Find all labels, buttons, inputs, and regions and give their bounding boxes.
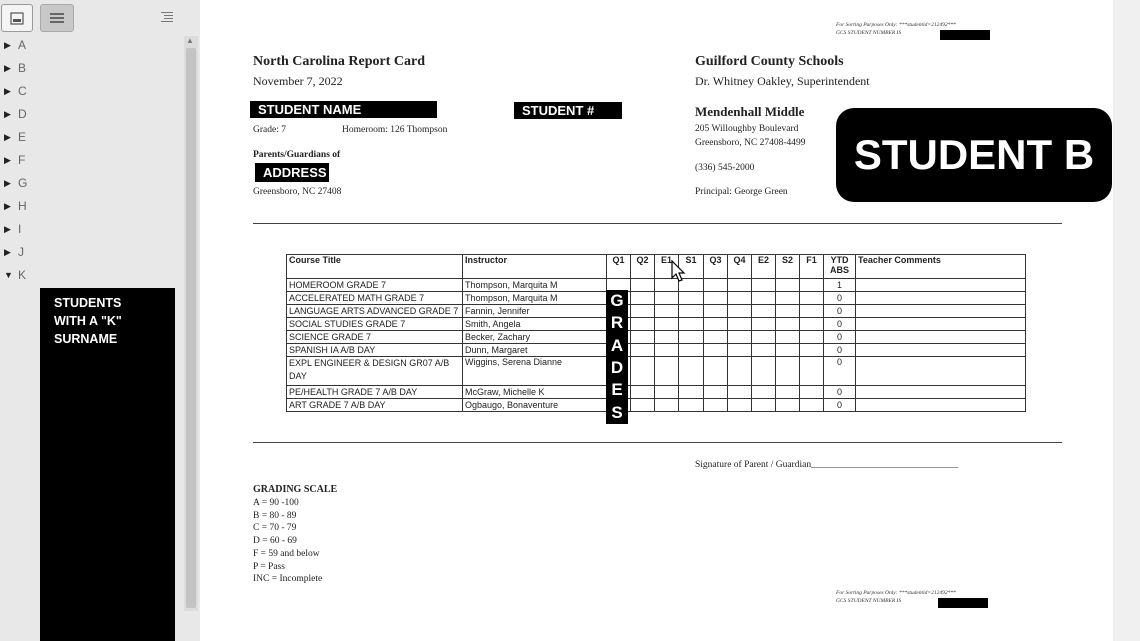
table-cell xyxy=(655,386,679,399)
table-cell xyxy=(679,331,704,344)
table-cell xyxy=(631,399,655,412)
table-cell xyxy=(655,331,679,344)
table-cell xyxy=(679,386,704,399)
table-cell: PE/HEALTH GRADE 7 A/B DAY xyxy=(287,386,463,399)
school-address-line2: Greensboro, NC 27408-4499 xyxy=(695,138,806,148)
mouse-cursor-icon xyxy=(671,260,687,284)
scroll-thumb[interactable] xyxy=(186,48,196,608)
table-cell xyxy=(631,318,655,331)
table-cell xyxy=(752,318,776,331)
table-cell xyxy=(655,305,679,318)
table-cell xyxy=(704,399,728,412)
table-cell xyxy=(631,331,655,344)
table-cell: 0 xyxy=(824,357,856,386)
table-cell xyxy=(704,305,728,318)
outline-item-label: H xyxy=(18,199,27,213)
report-date: November 7, 2022 xyxy=(253,74,343,88)
report-title: North Carolina Report Card xyxy=(253,54,426,69)
grading-scale-item: C = 70 - 79 xyxy=(253,523,297,534)
grading-scale-item: B = 80 - 89 xyxy=(253,510,297,521)
outline-item-label: G xyxy=(18,176,28,190)
table-row xyxy=(287,305,1026,318)
table-cell xyxy=(776,386,800,399)
table-cell xyxy=(800,331,824,344)
redaction-bar xyxy=(938,598,988,608)
grading-scale-item: D = 60 - 69 xyxy=(253,536,297,547)
k-surname-note xyxy=(40,288,175,641)
table-cell xyxy=(856,399,1026,412)
table-cell xyxy=(800,399,824,412)
table-cell: HOMEROOM GRADE 7 xyxy=(287,279,463,292)
outline-item-label: K xyxy=(18,268,27,282)
table-cell xyxy=(655,399,679,412)
student-number-redaction: STUDENT # xyxy=(514,102,622,119)
student-b-label: STUDENT B xyxy=(836,108,1112,202)
outline-item-label: I xyxy=(18,222,22,236)
table-cell xyxy=(752,386,776,399)
address-redaction: ADDRESS xyxy=(255,163,329,182)
outline-item-label: J xyxy=(18,245,24,259)
outline-item[interactable] xyxy=(4,243,24,261)
table-row xyxy=(287,331,1026,344)
principal: Principal: George Green xyxy=(695,187,788,197)
collapsed-triangle-icon[interactable]: ▶ xyxy=(4,246,11,257)
table-cell xyxy=(631,292,655,305)
column-header: Course Title xyxy=(287,255,463,279)
grading-scale-item: A = 90 -100 xyxy=(253,498,299,508)
grades-redaction xyxy=(606,290,628,424)
report-card-page xyxy=(200,0,1113,641)
sorting-note-top xyxy=(836,21,956,37)
outline-options-button[interactable] xyxy=(156,4,178,32)
outline-item-label: C xyxy=(18,84,27,98)
table-header-row xyxy=(287,255,1026,279)
table-cell xyxy=(856,305,1026,318)
table-cell: Thompson, Marquita M xyxy=(463,279,607,292)
grades-letter: E xyxy=(611,380,623,400)
table-cell xyxy=(752,331,776,344)
table-cell: EXPL ENGINEER & DESIGN GR07 A/B DAY xyxy=(287,357,463,386)
table-cell xyxy=(856,279,1026,292)
outline-item[interactable] xyxy=(4,197,27,215)
table-cell xyxy=(856,292,1026,305)
table-cell: Ogbaugo, Bonaventure xyxy=(463,399,607,412)
k-note-line: STUDENTS xyxy=(54,296,122,310)
table-cell xyxy=(776,357,800,386)
table-cell: LANGUAGE ARTS ADVANCED GRADE 7 xyxy=(287,305,463,318)
table-cell xyxy=(856,318,1026,331)
table-cell xyxy=(679,318,704,331)
table-cell xyxy=(800,386,824,399)
table-cell: 0 xyxy=(824,305,856,318)
grades-letter: R xyxy=(610,313,624,333)
grading-scale-item: F = 59 and below xyxy=(253,548,320,559)
table-cell xyxy=(752,399,776,412)
image-icon xyxy=(2,5,32,31)
outline-item[interactable] xyxy=(4,59,26,77)
table-cell xyxy=(631,279,655,292)
grading-scale-item: P = Pass xyxy=(253,561,285,572)
table-cell xyxy=(856,386,1026,399)
table-row xyxy=(287,344,1026,357)
table-cell xyxy=(728,399,752,412)
collapsed-triangle-icon[interactable]: ▶ xyxy=(4,177,11,188)
table-cell: 0 xyxy=(824,344,856,357)
grades-letter: G xyxy=(610,291,624,311)
table-cell: SPANISH IA A/B DAY xyxy=(287,344,463,357)
table-cell xyxy=(704,386,728,399)
table-cell xyxy=(655,357,679,386)
grades-letter: S xyxy=(611,402,623,422)
grading-scale-item: INC = Incomplete xyxy=(253,574,323,585)
table-cell xyxy=(728,318,752,331)
table-cell xyxy=(800,357,824,386)
table-cell xyxy=(776,331,800,344)
list-icon xyxy=(41,5,73,31)
collapsed-triangle-icon[interactable]: ▶ xyxy=(4,200,11,211)
grades-letter: D xyxy=(610,358,624,378)
table-cell xyxy=(752,292,776,305)
table-cell xyxy=(776,279,800,292)
k-note-line: SURNAME xyxy=(54,332,118,346)
collapsed-triangle-icon[interactable]: ▶ xyxy=(4,154,11,165)
collapsed-triangle-icon[interactable]: ▶ xyxy=(4,62,11,73)
student-city: Greensboro, NC 27408 xyxy=(253,187,342,197)
outline-item[interactable] xyxy=(4,151,25,169)
outline-item-label: A xyxy=(18,38,27,52)
table-cell xyxy=(704,344,728,357)
table-cell xyxy=(728,279,752,292)
table-cell xyxy=(728,344,752,357)
outline-item[interactable] xyxy=(4,82,27,100)
table-cell: 0 xyxy=(824,292,856,305)
table-cell xyxy=(776,292,800,305)
table-cell: ACCELERATED MATH GRADE 7 xyxy=(287,292,463,305)
parents-label: Parents/Guardians of xyxy=(253,150,341,160)
column-header: Q1 xyxy=(607,255,631,279)
table-cell xyxy=(856,344,1026,357)
table-cell xyxy=(752,279,776,292)
signature-line: Signature of Parent / Guardian_______________________________ xyxy=(695,460,959,470)
grade-level: Grade: 7 xyxy=(253,125,286,135)
column-header: Q2 xyxy=(631,255,655,279)
table-cell xyxy=(776,305,800,318)
column-header: Instructor xyxy=(463,255,607,279)
table-cell xyxy=(856,357,1026,386)
table-cell: Becker, Zachary xyxy=(463,331,607,344)
table-cell xyxy=(655,318,679,331)
outline-item-label: D xyxy=(18,107,27,121)
table-cell xyxy=(631,386,655,399)
outline-item[interactable] xyxy=(4,128,26,146)
table-cell xyxy=(704,331,728,344)
column-header: E1 xyxy=(655,255,679,279)
table-cell: ART GRADE 7 A/B DAY xyxy=(287,399,463,412)
outline-item-label: B xyxy=(18,61,27,75)
grades-letter: A xyxy=(610,335,624,355)
table-cell: 0 xyxy=(824,318,856,331)
table-cell xyxy=(704,318,728,331)
table-cell xyxy=(728,292,752,305)
collapsed-triangle-icon[interactable]: ▶ xyxy=(4,39,11,50)
outline-item-label: E xyxy=(18,130,27,144)
table-cell: Smith, Angela xyxy=(463,318,607,331)
table-row xyxy=(287,318,1026,331)
table-cell xyxy=(679,305,704,318)
column-header: Teacher Comments xyxy=(856,255,1026,279)
table-row xyxy=(287,399,1026,412)
collapsed-triangle-icon[interactable]: ▶ xyxy=(4,131,11,142)
outline-view-button[interactable] xyxy=(40,4,74,32)
table-cell: 0 xyxy=(824,386,856,399)
collapsed-triangle-icon[interactable]: ▶ xyxy=(4,85,11,96)
scroll-up-arrow-icon[interactable]: ▲ xyxy=(186,36,194,45)
outline-item[interactable] xyxy=(4,105,27,123)
divider-line xyxy=(253,223,1062,224)
redaction-bar xyxy=(940,30,990,40)
outline-item-label: F xyxy=(18,153,26,167)
table-cell: Wiggins, Serena Dianne xyxy=(463,357,607,386)
table-cell xyxy=(728,331,752,344)
table-cell xyxy=(776,399,800,412)
collapsed-triangle-icon[interactable]: ▶ xyxy=(4,223,11,234)
table-cell: Thompson, Marquita M xyxy=(463,292,607,305)
column-header: E2 xyxy=(752,255,776,279)
table-cell xyxy=(704,292,728,305)
table-cell xyxy=(728,305,752,318)
table-cell xyxy=(800,305,824,318)
table-row xyxy=(287,357,1026,386)
table-cell: SOCIAL STUDIES GRADE 7 xyxy=(287,318,463,331)
sorting-note-line: GCS STUDENT NUMBER IS xyxy=(836,598,902,604)
k-note-line: WITH A "K" xyxy=(54,314,122,328)
superintendent: Dr. Whitney Oakley, Superintendent xyxy=(695,74,870,88)
student-name-redaction: STUDENT NAME xyxy=(250,101,437,118)
table-cell xyxy=(704,357,728,386)
table-cell xyxy=(800,292,824,305)
table-cell: McGraw, Michelle K xyxy=(463,386,607,399)
table-row xyxy=(287,386,1026,399)
table-cell xyxy=(752,344,776,357)
table-cell xyxy=(752,357,776,386)
table-cell xyxy=(776,344,800,357)
table-cell xyxy=(655,292,679,305)
outline-item[interactable] xyxy=(4,266,26,284)
column-header: F1 xyxy=(800,255,824,279)
district-name: Guilford County Schools xyxy=(695,54,844,69)
table-cell: SCIENCE GRADE 7 xyxy=(287,331,463,344)
table-cell xyxy=(631,344,655,357)
table-cell xyxy=(800,318,824,331)
outline-item[interactable] xyxy=(4,174,27,192)
sorting-note-line: GCS STUDENT NUMBER IS xyxy=(836,30,902,36)
grading-scale-list xyxy=(253,497,322,586)
table-cell xyxy=(728,386,752,399)
table-cell: 0 xyxy=(824,399,856,412)
grades-table xyxy=(286,254,1026,412)
table-cell: Fannin, Jennifer xyxy=(463,305,607,318)
table-cell xyxy=(655,344,679,357)
school-name: Mendenhall Middle xyxy=(695,104,805,119)
table-cell xyxy=(631,357,655,386)
table-cell xyxy=(856,331,1026,344)
viewer-background xyxy=(1113,0,1140,641)
school-address-line1: 205 Willoughby Boulevard xyxy=(695,124,799,134)
table-cell: Dunn, Margaret xyxy=(463,344,607,357)
table-cell xyxy=(800,344,824,357)
table-cell xyxy=(679,344,704,357)
table-cell xyxy=(704,279,728,292)
grading-scale-title: GRADING SCALE xyxy=(253,484,338,495)
collapsed-triangle-icon[interactable]: ▶ xyxy=(4,108,11,119)
sorting-note-line: For Sorting Purposes Only: ***studentid=212492*** xyxy=(836,22,956,28)
homeroom: Homeroom: 126 Thompson xyxy=(342,125,448,135)
divider-line xyxy=(253,442,1062,443)
table-row xyxy=(287,279,1026,292)
table-cell xyxy=(679,357,704,386)
outline-item[interactable] xyxy=(4,220,21,238)
table-cell xyxy=(728,357,752,386)
table-cell: 1 xyxy=(824,279,856,292)
column-header: Q4 xyxy=(728,255,752,279)
school-phone: (336) 545-2000 xyxy=(695,163,755,173)
expanded-triangle-icon[interactable]: ▼ xyxy=(4,270,13,280)
table-cell xyxy=(631,305,655,318)
outline-sidebar xyxy=(0,0,200,641)
column-header: Q3 xyxy=(704,255,728,279)
column-header: S1 xyxy=(679,255,704,279)
thumbnail-view-button[interactable] xyxy=(1,4,33,32)
outline-item[interactable] xyxy=(4,36,26,54)
column-header: S2 xyxy=(776,255,800,279)
table-cell xyxy=(800,279,824,292)
table-cell xyxy=(679,399,704,412)
table-cell xyxy=(776,318,800,331)
table-cell xyxy=(679,292,704,305)
options-icon xyxy=(156,4,178,30)
table-row xyxy=(287,292,1026,305)
table-cell xyxy=(752,305,776,318)
table-cell: 0 xyxy=(824,331,856,344)
sorting-note-line: For Sorting Purposes Only: ***studentid=212492*** xyxy=(836,590,956,596)
column-header: YTD ABS xyxy=(824,255,856,279)
